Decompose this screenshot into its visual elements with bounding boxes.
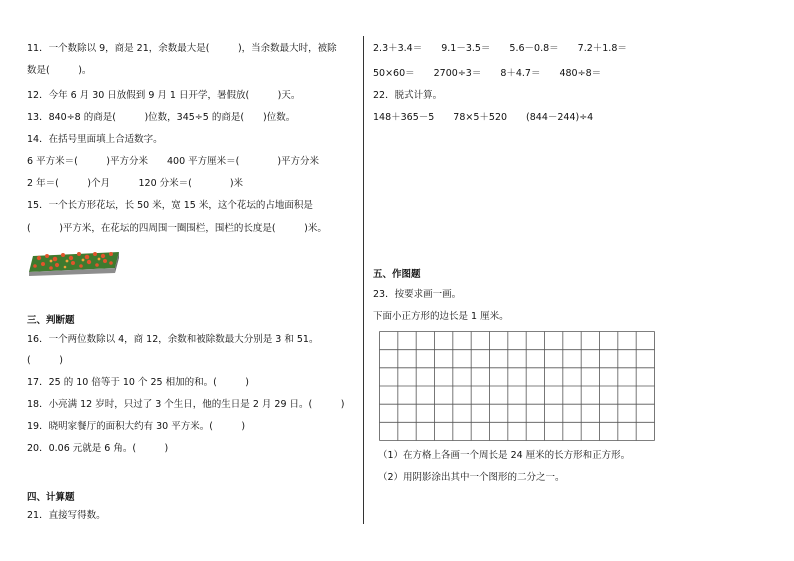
question-22: 22．脱式计算。 [373,90,443,101]
drawing-grid[interactable] [379,331,655,441]
question-18: 18．小亮满 12 岁时，只过了 3 个生日，他的生日是 2 月 29 日。( ) [27,399,345,410]
question-14: 14．在括号里面填上合适数字。 [27,134,163,145]
question-15-line-1: 15．一个长方形花坛，长 50 米，宽 15 米，这个花坛的占地面积是 [27,200,313,211]
question-16-line-1: 16．一个两位数除以 4，商 12，余数和被除数最大分别是 3 和 51。 [27,334,319,345]
grid-note: 下面小正方形的边长是 1 厘米。 [373,311,509,322]
question-17: 17．25 的 10 倍等于 10 个 25 相加的和。( ) [27,377,249,388]
mental-math-row-1: 2.3＋3.4＝ 9.1－3.5＝ 5.6－0.8＝ 7.2＋1.8＝ [373,43,627,54]
section-5-heading: 五、作图题 [373,269,421,280]
section-4-heading: 四、计算题 [27,492,75,503]
question-11-line-2: 数是( )。 [27,65,92,76]
question-13: 13．840÷8 的商是( )位数，345÷5 的商是( )位数。 [27,112,296,123]
question-12: 12．今年 6 月 30 日放假到 9 月 1 日开学，暑假放( )天。 [27,90,301,101]
question-22-expressions: 148＋365－5 78×5＋520 (844－244)÷4 [373,112,594,123]
question-20: 20．0.06 元就是 6 角。( ) [27,443,169,454]
question-11-line-1: 11．一个数除以 9，商是 21，余数最大是( )，当余数最大时，被除 [27,43,337,54]
task-2: （2）用阴影涂出其中一个图形的二分之一。 [378,472,565,483]
flower-bed-image [27,242,119,276]
column-divider [363,36,364,524]
task-1: （1）在方格上各画一个周长是 24 厘米的长方形和正方形。 [378,450,631,461]
question-15-line-2: ( )平方米，在花坛的四周围一圈围栏，围栏的长度是( )米。 [27,223,327,234]
question-23: 23．按要求画一画。 [373,289,462,300]
question-14-line-2: 2 年＝( )个月 120 分米＝( )米 [27,178,244,189]
question-21: 21．直接写得数。 [27,510,106,521]
question-19: 19．晓明家餐厅的面积大约有 30 平方米。( ) [27,421,246,432]
section-3-heading: 三、判断题 [27,315,75,326]
question-14-line-1: 6 平方米＝( )平方分米 400 平方厘米＝( )平方分米 [27,156,320,167]
question-16-line-2: ( ) [27,355,63,366]
mental-math-row-2: 50×60＝ 2700÷3＝ 8＋4.7＝ 480÷8＝ [373,68,602,79]
